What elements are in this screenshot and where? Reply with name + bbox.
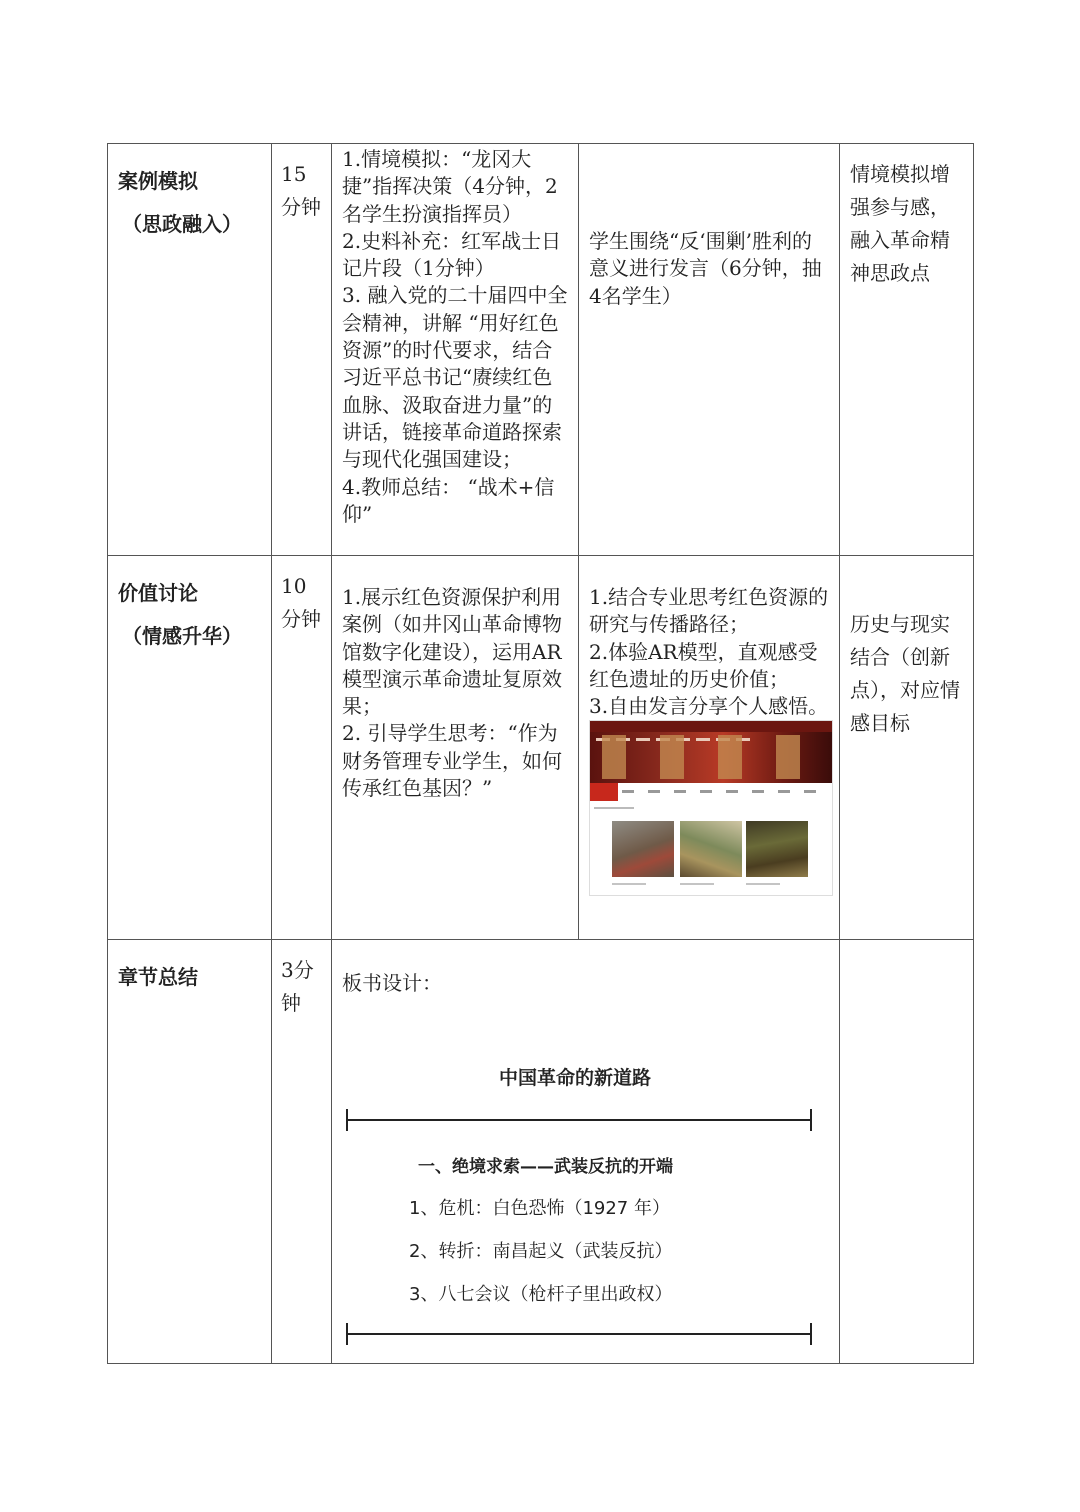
design-note-cell xyxy=(840,556,974,940)
student-item: 2.体验AR模型，直观感受红色遗址的历史价值； xyxy=(589,639,818,691)
teacher-item: 1.展示红色资源保护利用案例（如井冈山革命博物馆数字化建设），运用AR 模型演示革命遗址复原效果； xyxy=(342,585,562,719)
design-note xyxy=(840,940,973,954)
museum-navbar xyxy=(590,721,832,732)
time-text: 15分钟 xyxy=(281,162,321,219)
stage-name: 章节总结 xyxy=(118,965,198,989)
museum-website-screenshot xyxy=(589,720,833,896)
stage-cell xyxy=(108,940,272,1364)
teacher-activity-cell xyxy=(332,144,579,556)
design-note: 历史与现实结合（创新点），对应情感目标 xyxy=(850,612,960,735)
board-item: 3、八七会议（枪杆子里出政权） xyxy=(409,1284,673,1305)
board-section-heading: 一、绝境求索——武装反抗的开端 xyxy=(418,1157,673,1177)
board-label: 板书设计： xyxy=(342,971,442,995)
table-row xyxy=(108,940,974,1364)
student-item: 1.结合专业思考红色资源的研究与传播路径； xyxy=(589,585,829,637)
board-design-cell xyxy=(332,940,840,1364)
board-divider-bottom xyxy=(346,1333,812,1335)
stage-subtitle: （思政融入） xyxy=(122,212,242,236)
teacher-item: 2.史料补充：红军战士日记片段（1分钟） xyxy=(342,228,562,281)
teacher-item: 2. 引导学生思考：“作为财务管理专业学生，如何传承红色基因？” xyxy=(342,721,562,801)
museum-photo xyxy=(680,821,742,877)
stage-cell xyxy=(108,144,272,556)
design-note: 情境模拟增强参与感，融入革命精神思政点 xyxy=(850,162,950,285)
stage-subtitle: （情感升华） xyxy=(122,624,242,648)
board-title: 中国革命的新道路 xyxy=(499,1067,652,1089)
time-text: 3分钟 xyxy=(281,958,314,1015)
board-item: 1、危机：白色恐怖（1927 年） xyxy=(409,1198,670,1219)
design-note-cell xyxy=(840,940,974,1364)
time-cell xyxy=(272,556,332,940)
student-item: 学生围绕“反‘围剿’胜利的意义进行发言（6分钟，抽4名学生） xyxy=(589,229,822,308)
stage-name: 案例模拟 xyxy=(118,169,198,193)
time-cell xyxy=(272,144,332,556)
board-item: 2、转折：南昌起义（武装反抗） xyxy=(409,1241,673,1262)
teacher-item: 3. 融入党的二十届四中全会精神，讲解 “用好红色资源”的时代要求，结合习近平总书记“赓续红色血脉、汲取奋进力量”的讲话，链接革命道路探索与现代化强国建设； xyxy=(342,283,568,472)
board-divider-top xyxy=(346,1119,812,1121)
lesson-plan-table xyxy=(107,143,974,1364)
time-cell xyxy=(272,940,332,1364)
table-row xyxy=(108,556,974,940)
stage-cell xyxy=(108,556,272,940)
time-text: 10分钟 xyxy=(281,574,321,631)
stage-name: 价值讨论 xyxy=(118,581,198,605)
teacher-activity-cell xyxy=(332,556,579,940)
student-item: 3.自由发言分享个人感悟。 xyxy=(589,694,829,719)
table-row xyxy=(108,144,974,556)
student-activity-cell xyxy=(579,556,840,940)
museum-photo xyxy=(612,821,674,877)
design-note-cell xyxy=(840,144,974,556)
teacher-item: 1.情境模拟：“龙冈大捷”指挥决策（4分钟，2名学生扮演指挥员） xyxy=(342,147,558,226)
teacher-item: 4.教师总结： “战术+信仰” xyxy=(342,474,555,526)
student-activity-cell xyxy=(579,144,840,556)
museum-photo xyxy=(746,821,808,877)
